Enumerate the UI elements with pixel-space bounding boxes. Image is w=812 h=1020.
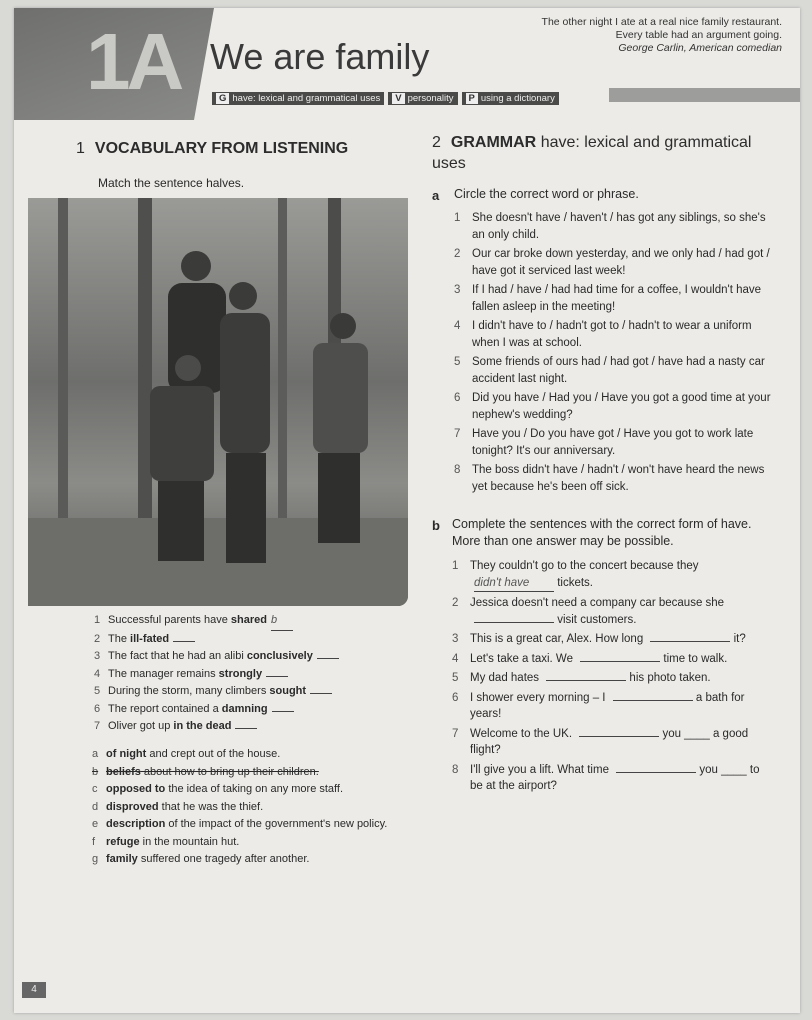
answer-blank[interactable] <box>266 676 288 677</box>
list-item: b beliefs about how to bring up their children. <box>92 765 319 778</box>
list-item: 6 Did you have / Had you / Have you got a good time at your nephew's wedding? <box>454 392 771 421</box>
answer-blank[interactable] <box>613 700 693 701</box>
list-item: 1 They couldn't go to the concert because they didn't have tickets. <box>452 558 774 592</box>
list-item: 2 The ill-fated <box>94 631 414 649</box>
grammar-heading: 2 GRAMMAR have: lexical and grammatical uses <box>432 134 752 172</box>
list-item: 3 The fact that he had an alibi conclusively <box>94 648 414 666</box>
answer-blank[interactable]: b <box>271 612 293 631</box>
vocab-instruction: Match the sentence halves. <box>98 176 245 190</box>
tag-vocabulary: V personality <box>388 92 457 105</box>
family-photo-illustration <box>28 198 408 606</box>
quote-author: George Carlin, American comedian <box>618 42 782 54</box>
part-b-list <box>452 558 774 798</box>
second-halves-list <box>92 746 402 869</box>
list-item: g family suffered one tragedy after another. <box>92 853 310 865</box>
list-item: e description of the impact of the government's new policy. <box>92 818 388 830</box>
family-photo <box>28 198 408 606</box>
quote <box>532 16 782 55</box>
answer-blank[interactable] <box>272 711 294 712</box>
list-item: 6 The report contained a damning <box>94 701 414 719</box>
list-item: 1 She doesn't have / haven't / has got any siblings, so she's an only child. <box>454 212 766 241</box>
answer-blank[interactable] <box>580 661 660 662</box>
list-item: 4 Let's take a taxi. We time to walk. <box>452 652 728 665</box>
lesson-tags <box>212 92 559 105</box>
list-item: 6 I shower every morning – I a bath for years! <box>452 691 745 720</box>
answer-blank[interactable] <box>579 736 659 737</box>
list-item: 5 My dad hates his photo taken. <box>452 672 711 684</box>
answer-blank[interactable] <box>546 680 626 681</box>
list-item: 7 Have you / Do you have got / Have you got to work late tonight? It's our anniversary. <box>454 428 754 457</box>
list-item: 4 I didn't have to / hadn't got to / hadn't to wear a uniform when I was at school. <box>454 320 752 349</box>
answer-blank[interactable] <box>173 641 195 642</box>
list-item: 4 The manager remains strongly <box>94 666 414 684</box>
part-a-instruction: Circle the correct word or phrase. <box>454 187 639 201</box>
part-a-list <box>454 210 772 498</box>
page-number: 4 <box>22 982 46 998</box>
unit-banner <box>14 8 800 123</box>
list-item: 3 This is a great car, Alex. How long it? <box>452 633 746 645</box>
answer-blank[interactable] <box>474 622 554 623</box>
list-item: 5 During the storm, many climbers sought <box>94 683 414 701</box>
list-item: 2 Our car broke down yesterday, and we only had / had got / have got it serviced last week! <box>454 248 770 277</box>
list-item: c opposed to the idea of taking on any more staff. <box>92 783 344 795</box>
unit-number: 1A <box>86 17 181 106</box>
answer-blank[interactable] <box>650 641 730 642</box>
list-item: 1 Successful parents have shared b <box>94 612 414 631</box>
answer-blank[interactable] <box>616 772 696 773</box>
list-item: 8 I'll give you a lift. What time you ____ to be at the airport? <box>452 763 760 792</box>
list-item: 2 Jessica doesn't need a company car because she visit customers. <box>452 597 725 626</box>
banner-rule <box>609 88 800 102</box>
list-item: f refuge in the mountain hut. <box>92 835 240 848</box>
unit-title: We are family <box>210 36 430 77</box>
part-b-label: b <box>432 518 440 533</box>
workbook-page <box>14 8 800 1013</box>
vocab-heading: 1 VOCABULARY FROM LISTENING <box>76 140 349 157</box>
list-item: 3 If I had / have / had had time for a coffee, I wouldn't have fallen asleep in the meeting! <box>454 284 762 313</box>
list-item: 7 Oliver got up in the dead <box>94 718 414 736</box>
list-item: a of night and crept out of the house. <box>92 748 281 760</box>
part-a-label: a <box>432 188 440 203</box>
answer-blank[interactable] <box>235 728 257 729</box>
tag-grammar: G have: lexical and grammatical uses <box>212 92 384 105</box>
list-item: 5 Some friends of ours had / had got / have had a nasty car accident last night. <box>454 356 765 385</box>
answer-blank[interactable]: didn't have <box>474 575 554 593</box>
answer-blank[interactable] <box>310 693 332 694</box>
part-b-instruction: Complete the sentences with the correct form of have. More than one answer may be possible. <box>452 517 752 548</box>
list-item: 7 Welcome to the UK. you ____ a good flight? <box>452 727 749 756</box>
tag-pronunciation: P using a dictionary <box>462 92 559 105</box>
answer-blank[interactable] <box>317 658 339 659</box>
first-halves-list <box>94 612 414 736</box>
list-item: d disproved that he was the thief. <box>92 800 264 813</box>
list-item: 8 The boss didn't have / hadn't / won't have heard the news yet because he's been off sick. <box>454 464 765 493</box>
quote-text: The other night I ate at a real nice family restaurant. Every table had an argument going. <box>541 16 782 41</box>
